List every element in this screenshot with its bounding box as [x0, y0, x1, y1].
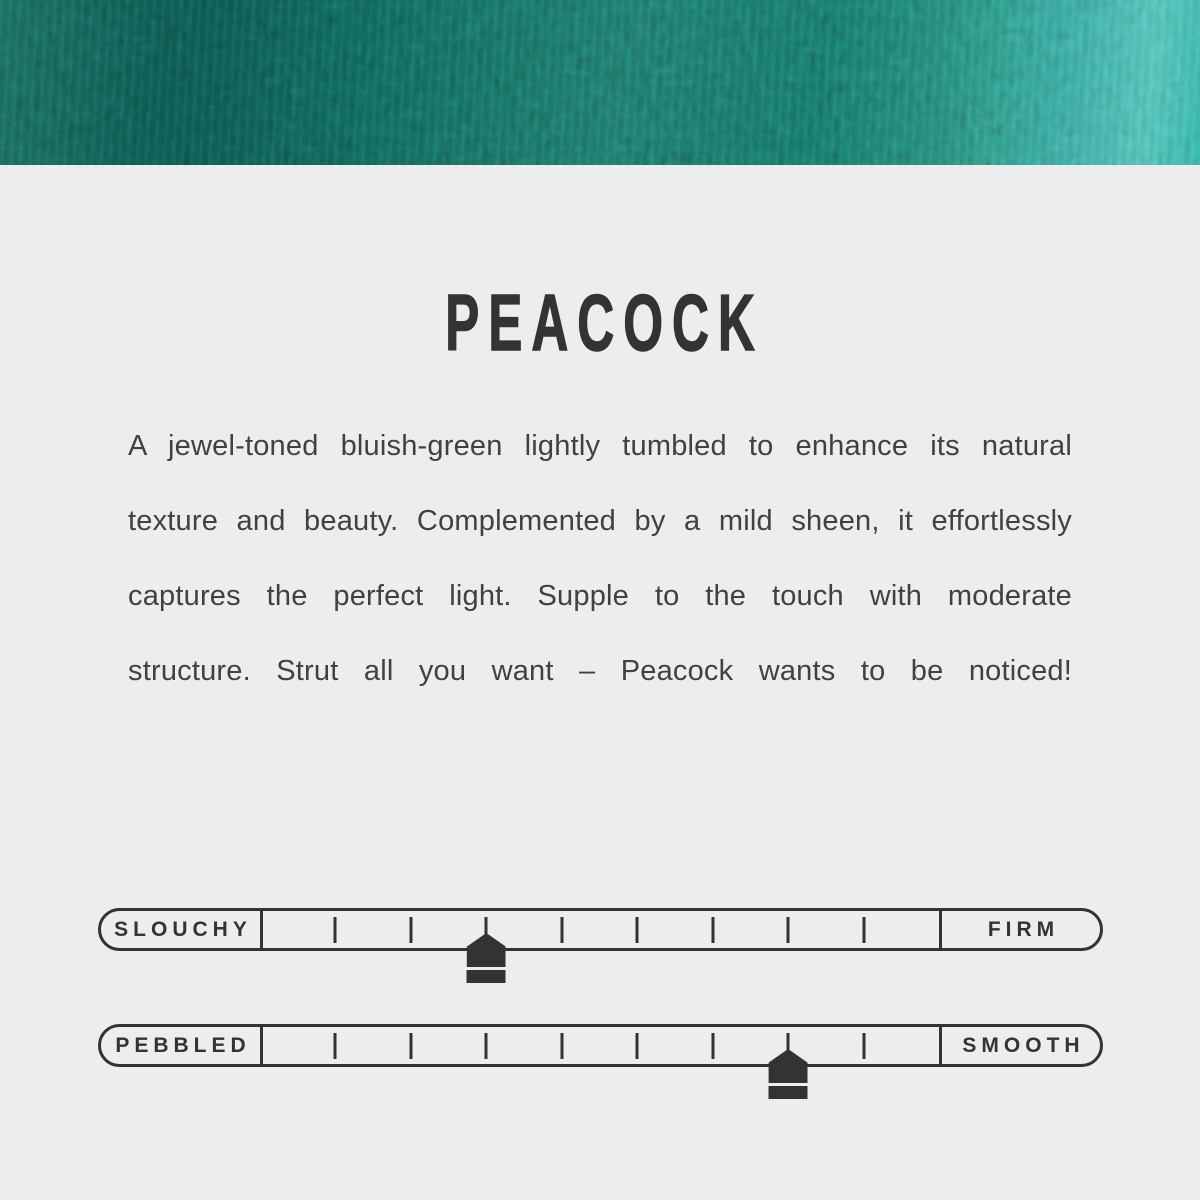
scale-pebbled-smooth	[98, 1024, 1103, 1067]
scale-marker	[467, 933, 506, 983]
scale-slouchy-firm	[98, 908, 1103, 951]
tick-mark	[711, 1033, 714, 1059]
scale-tick-area	[260, 911, 939, 948]
tick-mark	[409, 917, 412, 943]
scale-tick-area	[260, 1027, 939, 1064]
color-description	[128, 409, 1072, 709]
tick-mark	[636, 1033, 639, 1059]
marker-head	[467, 933, 506, 967]
leather-swatch-banner	[0, 0, 1200, 165]
scale-right-label: FIRM	[987, 917, 1060, 941]
tick-mark	[862, 917, 865, 943]
description-line: texture and beauty. Complemented by a mild sheen, it effortlessly	[128, 505, 1072, 537]
marker-base	[769, 1086, 808, 1099]
tick-mark	[560, 1033, 563, 1059]
scale-left-label: PEBBLED	[115, 1033, 251, 1057]
page-title: PEACOCK	[445, 278, 764, 367]
leather-grain-overlay	[0, 0, 1200, 165]
tick-mark	[560, 917, 563, 943]
tick-mark	[485, 1033, 488, 1059]
description-line: A jewel-toned bluish-green lightly tumbled to enhance its natural	[128, 430, 1072, 462]
tick-mark	[334, 917, 337, 943]
scale-marker	[769, 1049, 808, 1099]
description-line: captures the perfect light. Supple to the touch with moderate	[128, 580, 1072, 612]
tick-mark	[862, 1033, 865, 1059]
tick-mark	[409, 1033, 412, 1059]
tick-mark	[787, 917, 790, 943]
tick-mark	[636, 917, 639, 943]
tick-mark	[334, 1033, 337, 1059]
tick-mark	[711, 917, 714, 943]
scale-right-label: SMOOTH	[962, 1033, 1085, 1057]
marker-base	[467, 970, 506, 983]
scale-left-label: SLOUCHY	[114, 917, 252, 941]
description-line: structure. Strut all you want – Peacock wants to be noticed!	[128, 655, 1072, 687]
marker-head	[769, 1049, 808, 1083]
